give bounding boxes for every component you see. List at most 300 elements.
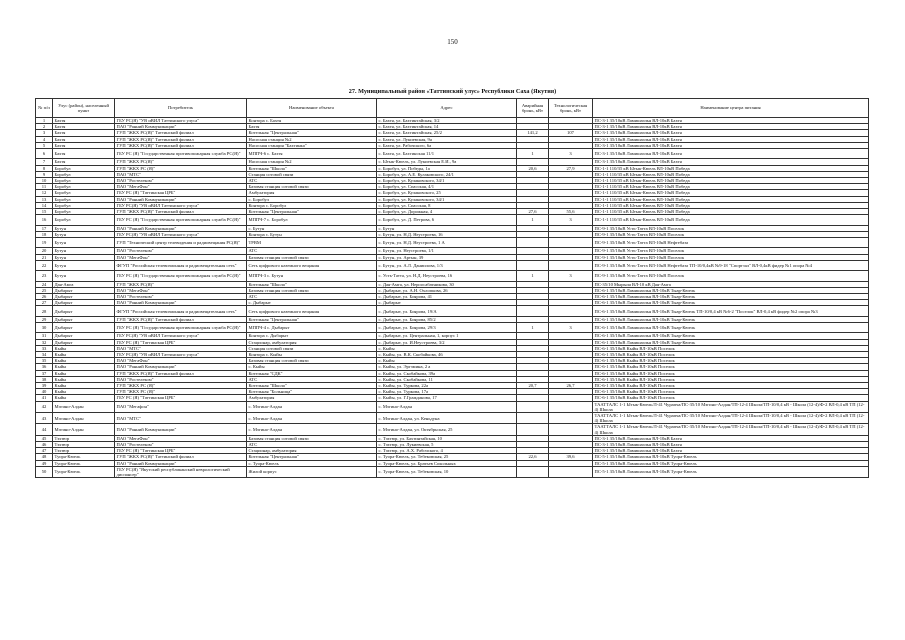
col-district-cell: Боробул xyxy=(53,178,115,184)
col-number-cell: 24 xyxy=(36,281,53,287)
col-district-cell: Кыйы xyxy=(53,395,115,401)
col-district-cell: Дыбарыт xyxy=(53,316,115,322)
col-district-cell: Кыйы xyxy=(53,352,115,358)
col-district-cell: Бутун xyxy=(53,225,115,231)
col-address-cell: с. Боробул, ул. А.Е. Кулаковского, 24/1 xyxy=(377,171,517,177)
col-number-cell: 12 xyxy=(36,190,53,196)
col-address-cell: с. Кыйы xyxy=(377,345,517,351)
col-emergency-reserve-cell xyxy=(517,413,549,424)
col-consumer-cell: ПАО "МегаФон" xyxy=(115,287,247,293)
col-district-cell: Бутун xyxy=(53,231,115,237)
col-district-cell: Дая-Амга xyxy=(53,281,115,287)
col-tech-reserve-cell: 26,7 xyxy=(549,383,593,389)
col-number-cell: 6 xyxy=(36,149,53,159)
col-object-name-cell: АТС xyxy=(247,178,377,184)
col-consumer-cell: ГУП "ЖКХ РС(Я)" Таттинский филиал xyxy=(115,454,247,460)
col-district-cell: Тэхтюр xyxy=(53,442,115,448)
col-consumer-cell: ПАО "МегаФон" xyxy=(115,358,247,364)
col-object-name-cell: Котельная "Школа" xyxy=(247,165,377,171)
col-address-cell: с. Дыбарыт, ул. Боярова, 85/2 xyxy=(377,316,517,322)
col-number-cell: 47 xyxy=(36,448,53,454)
col-object-name-cell: Котельная "Центральная" xyxy=(247,454,377,460)
col-power-center-cell: ПС-6-1 35/10кВ Ламишаэлья ВЛ-10кВ Тыар-Кюель xyxy=(593,294,869,300)
col-number-cell: 3 xyxy=(36,130,53,136)
col-power-center-cell: ПС-3-1 35/10кВ Ламишаэлья ВЛ-10кВ Бахтя xyxy=(593,435,869,441)
col-power-center-cell: ПС-9-1 35/10кВ Усть-Татта ВЛ-10кВ Поселок xyxy=(593,248,869,254)
col-number-cell: 50 xyxy=(36,466,53,477)
col-object-name-cell: с. Мэгино-Алдан xyxy=(247,413,377,424)
col-address-cell: с. Мэгино-Алдан xyxy=(377,401,517,412)
col-district-cell: Бутун xyxy=(53,254,115,260)
col-power-center-cell: ПС-5-1 35/10кВ Ламишаэлья ВЛ-10кВ Туора-Кюель xyxy=(593,466,869,477)
col-district-cell: Бахтя xyxy=(53,124,115,130)
col-consumer-cell: ПАО "Ранний Коммуникации" xyxy=(115,225,247,231)
col-district-cell: Мэгино-Алдан xyxy=(53,401,115,412)
col-address-cell: с. Дая-Амга, ул. Нероосабатникова, 30 xyxy=(377,281,517,287)
col-number-cell: 17 xyxy=(36,225,53,231)
col-power-center-cell: ПС-6-1 35/10кВ Ламишаэлья ВЛ-10кВ Тыар-Кюель xyxy=(593,287,869,293)
table-row xyxy=(36,260,869,270)
col-power-center-cell: ПС-3-1 35/10кВ Ламишаэлья ВЛ-10кВ Бахтя xyxy=(593,442,869,448)
col-power-center-cell: ПС-6-1 35/10кВ Ламишаэлья ВЛ-10кВ Тыар-Кюель xyxy=(593,323,869,333)
col-power-center-cell: ТААТТАЛС 1-1 Ытык-Кюель/Л-41 Чурапча/ПС-35/10 Мэгино-Алдан/ТП-12-4 Школа/ТП-10/0,4 кВ - Школа (12-4)/Ф-2 ВЛ-0,4 кВ ТП (12-4) Школа xyxy=(593,424,869,435)
col-number-cell: 48 xyxy=(36,454,53,460)
col-district-cell: Кыйы xyxy=(53,345,115,351)
table-row xyxy=(36,323,869,333)
col-consumer-cell: ФГУП "Российская телевизионная и радиовещательная сеть" xyxy=(115,306,247,316)
table-row xyxy=(36,424,869,435)
col-object-name-cell: Станция сотовой связи xyxy=(247,171,377,177)
table-row xyxy=(36,149,869,159)
col-power-center-cell: ПС-3-1 35/10кВ Ламишаэлья ВЛ-10кВ Бахтя xyxy=(593,118,869,124)
col-consumer-cell: ГУП "ЖКХ РС (Я)" xyxy=(115,165,247,171)
col-district-cell: Бутун xyxy=(53,260,115,270)
col-tech-reserve-cell xyxy=(549,466,593,477)
col-district-cell: Боробул xyxy=(53,190,115,196)
col-consumer-cell: ПАО "Ранний Коммуникации" xyxy=(115,300,247,306)
col-power-center-header: Наименование центра питания xyxy=(593,99,869,118)
col-emergency-reserve-cell: 1 xyxy=(517,271,549,281)
col-address-cell: с. Боробул, ул. Спасская, 4/1 xyxy=(377,184,517,190)
col-power-center-cell: ПС-6-1 35/10кВ Кыйы ВЛ-10кВ Поселок xyxy=(593,352,869,358)
col-district-cell: Боробул xyxy=(53,184,115,190)
col-tech-reserve-cell: 107 xyxy=(549,130,593,136)
col-address-cell: с. Тэхтюр, ул. Лукиевская, 5 xyxy=(377,442,517,448)
col-district-cell: Мэгино-Алдан xyxy=(53,413,115,424)
col-object-name-cell: Сеть цифрового наземного вещания xyxy=(247,306,377,316)
col-object-name-header: Наименование объекта xyxy=(247,99,377,118)
col-object-name-cell: АТС xyxy=(247,248,377,254)
col-power-center-cell: ПС-1-1 110/35 кВ Ытык-Кюель ВЛ-10кВ Победа xyxy=(593,165,869,171)
col-district-cell: Тэхтюр xyxy=(53,448,115,454)
col-power-center-cell: ПС-6-1 35/10кВ Ламишаэлья ВЛ-10кВ Тыар-Кюель ТП-10/0,4 кВ №6-2 "Поселок" ВЛ-0,4 кВ фидер №2 опора №3 xyxy=(593,306,869,316)
col-district-cell: Бутун xyxy=(53,238,115,248)
col-power-center-cell: ПС-3-1 35/10кВ Ламишаэлья ВЛ-10кВ Бахтя xyxy=(593,142,869,148)
col-district-cell: Кыйы xyxy=(53,358,115,364)
col-object-name-cell: Контора с. Бахтя xyxy=(247,118,377,124)
col-district-cell: Туора-Кюель xyxy=(53,454,115,460)
col-number-cell: 20 xyxy=(36,248,53,254)
col-district-cell: Дыбарыт xyxy=(53,323,115,333)
col-number-cell: 21 xyxy=(36,254,53,260)
col-power-center-cell: ПС-6-1 35/10кВ Кыйы ВЛ-10кВ Поселок xyxy=(593,370,869,376)
document-title: 27. Муниципальный район «Таттинский улус» Республики Саха (Якутия) xyxy=(348,88,557,95)
col-consumer-cell: ГБУ РС(Я) "УВ иВИЛ Таттинского улуса" xyxy=(115,333,247,339)
col-address-cell: с. Туора-Кюель, ул. Тебековская, 10 xyxy=(377,466,517,477)
col-power-center-cell: ПС-1-1 110/35 кВ Ытык-Кюель ВЛ-10кВ Победа xyxy=(593,190,869,196)
col-object-name-cell: АТС xyxy=(247,376,377,382)
col-power-center-cell: ПС-6-1 35/10кВ Кыйы ВЛ-10кВ Поселок xyxy=(593,364,869,370)
col-consumer-cell: ПАО "МТС" xyxy=(115,345,247,351)
col-object-name-cell: Контора с. Боробул xyxy=(247,202,377,208)
col-address-cell: с. Бутун, ул. А.Л. Даниилова, 1/3 xyxy=(377,260,517,270)
col-emergency-reserve-cell: 20,6 xyxy=(517,165,549,171)
col-tech-reserve-cell xyxy=(549,306,593,316)
col-consumer-cell: ГУП "ЖКХ РС (Я)" xyxy=(115,383,247,389)
col-consumer-cell: ГБУ РС(Я) "Якутский республиканский неврологический диспансер" xyxy=(115,466,247,477)
col-address-cell: с. Бахтя, ул. Бахтинская 11/1 xyxy=(377,149,517,159)
col-district-header: Улус (район), населенный пункт xyxy=(53,99,115,118)
col-object-name-cell: с. Кыйы xyxy=(247,364,377,370)
col-address-cell: с. Бутун, ул. Н.Д. Неустроева, 16 xyxy=(377,231,517,237)
col-power-center-cell: ПС-6-1 35/10кВ Кыйы ВЛ-10кВ Поселок xyxy=(593,376,869,382)
table-header xyxy=(36,99,869,118)
col-object-name-cell: с. Мэгино-Алдан xyxy=(247,401,377,412)
col-power-center-cell: ПС-1-1 110/35 кВ Ытык-Кюель ВЛ-10кВ Победа xyxy=(593,171,869,177)
col-consumer-header: Потребитель xyxy=(115,99,247,118)
col-consumer-cell: ГУП "ЖКХ РС(Я)" Таттинский филиал xyxy=(115,136,247,142)
col-number-cell: 29 xyxy=(36,316,53,322)
page-number: 150 xyxy=(447,38,458,46)
col-address-cell: с. Боробул, ул. Д. Петрова, 6 xyxy=(377,215,517,225)
col-object-name-cell: Котельная "Центральная" xyxy=(247,130,377,136)
col-object-name-cell: Бахтя xyxy=(247,124,377,130)
col-address-cell: с. Боробул, ул. Кулаковского, 34/1 xyxy=(377,178,517,184)
col-district-cell: Мэгино-Алдан xyxy=(53,424,115,435)
col-district-cell: Кыйы xyxy=(53,389,115,395)
col-address-cell: с. Тэхтюр, ул. А.Х. Рабочского, 4 xyxy=(377,448,517,454)
col-consumer-cell: ГБУ РС(Я) "УВ иВИЛ Таттинского улуса" xyxy=(115,118,247,124)
col-object-name-cell: Котельная "СДК" xyxy=(247,370,377,376)
col-number-cell: 7 xyxy=(36,159,53,165)
table-row xyxy=(36,215,869,225)
col-district-cell: Бахтя xyxy=(53,118,115,124)
col-consumer-cell: ПАО "Ростелеком" xyxy=(115,248,247,254)
col-power-center-cell: ПС-3-1 35/10кВ Ламишаэлья ВЛ-10кВ Бахтя xyxy=(593,159,869,165)
col-emergency-reserve-cell xyxy=(517,401,549,412)
col-district-cell: Кыйы xyxy=(53,370,115,376)
col-tech-reserve-cell: 3 xyxy=(549,271,593,281)
col-object-name-cell: Базовая станция сотовой связи xyxy=(247,254,377,260)
col-address-cell: с. Дыбарыт, ул. Боярова, 19/А xyxy=(377,306,517,316)
col-consumer-cell: ПАО "Ранний Коммуникации" xyxy=(115,460,247,466)
col-power-center-cell: ПС-9-1 35/10кВ Усть-Татта ВЛ-10кВ Нефтебаза xyxy=(593,238,869,248)
col-object-name-cell: Контора с. Бутун xyxy=(247,231,377,237)
col-district-cell: Боробул xyxy=(53,209,115,215)
col-address-cell: с. Бутун xyxy=(377,225,517,231)
col-emergency-reserve-cell xyxy=(517,466,549,477)
col-tech-reserve-header: Технологическая бронь, кВт xyxy=(549,99,593,118)
col-address-cell: с. Мэгино-Алдан, ул. Октябрьская, 25 xyxy=(377,424,517,435)
col-number-header: № п/п xyxy=(36,99,53,118)
col-power-center-cell: ТААТТАЛС 1-1 Ытык-Кюель/Л-41 Чурапча/ПС-35/10 Мэгино-Алдан/ТП-12-4 Школа/ТП-10/0,4 кВ - Школа (12-4)/Ф-2 ВЛ-0,4 кВ ТП (12-4) Школа xyxy=(593,413,869,424)
table-body xyxy=(36,118,869,478)
col-emergency-reserve-cell: 1 xyxy=(517,215,549,225)
col-emergency-reserve-cell: 22,6 xyxy=(517,454,549,460)
col-tech-reserve-cell xyxy=(549,424,593,435)
col-district-cell: Боробул xyxy=(53,202,115,208)
col-object-name-cell: ТРВМ xyxy=(247,238,377,248)
col-consumer-cell: ГБУ РС(Я) "УВ иВИЛ Таттинского улуса" xyxy=(115,231,247,237)
col-district-cell: Дыбарыт xyxy=(53,294,115,300)
col-power-center-cell: ПС-6-1 35/10кВ Кыйы ВЛ-10кВ Поселок xyxy=(593,395,869,401)
col-object-name-cell: Жилой корпус xyxy=(247,466,377,477)
col-number-cell: 28 xyxy=(36,306,53,316)
col-object-name-cell: МППЧ-4 с. Дыбарыт xyxy=(247,323,377,333)
col-consumer-cell: ГБУ РС (Я) "Таттинская ЦРБ" xyxy=(115,190,247,196)
col-emergency-reserve-cell: 1 xyxy=(517,149,549,159)
col-number-cell: 18 xyxy=(36,231,53,237)
col-address-cell: с. Кыйы, ул. Туркова, 17а xyxy=(377,389,517,395)
col-consumer-cell: ПАО "Ростелеком" xyxy=(115,376,247,382)
col-object-name-cell: Котельная "Школа" xyxy=(247,383,377,389)
col-emergency-reserve-cell: 1 xyxy=(517,323,549,333)
col-number-cell: 41 xyxy=(36,395,53,401)
col-consumer-cell: ГБУ РС(Я) "УВ иВИЛ Таттинского улуса" xyxy=(115,352,247,358)
col-number-cell: 34 xyxy=(36,352,53,358)
col-district-cell: Бахтя xyxy=(53,149,115,159)
col-consumer-cell: ГУП "ЖКХ РС(Я)" Таттинский филиал xyxy=(115,209,247,215)
col-tech-reserve-cell: 55,6 xyxy=(549,209,593,215)
col-power-center-cell: ПС-9-1 35/10кВ Усть-Татта ВЛ-10кВ Поселок xyxy=(593,254,869,260)
col-power-center-cell: ПС-3-1 35/10кВ Ламишаэлья ВЛ-10кВ Бахтя xyxy=(593,136,869,142)
col-object-name-cell: Котельная "Центральная" xyxy=(247,316,377,322)
col-tech-reserve-cell: 3 xyxy=(549,215,593,225)
col-address-cell: с. Кыйы, ул. В.К. Скобайкова, 46 xyxy=(377,352,517,358)
col-number-cell: 45 xyxy=(36,435,53,441)
col-tech-reserve-cell: 27,9 xyxy=(549,165,593,171)
col-district-cell: Боробул xyxy=(53,215,115,225)
col-object-name-cell: Сеть цифрового наземного вещания xyxy=(247,260,377,270)
col-consumer-cell: ПАО "Мегафон" xyxy=(115,401,247,412)
col-address-cell: с. Туора-Кюель, ул. Братьев Сокольных xyxy=(377,460,517,466)
col-object-name-cell: Базовая станция сотовой связи xyxy=(247,287,377,293)
col-object-name-cell: МППЧ-3 с. Бутун xyxy=(247,271,377,281)
col-number-cell: 11 xyxy=(36,184,53,190)
col-emergency-reserve-cell: 141,2 xyxy=(517,130,549,136)
table-row xyxy=(36,466,869,477)
col-consumer-cell: ПАО "МегаФон" xyxy=(115,435,247,441)
col-emergency-reserve-cell: 20,7 xyxy=(517,383,549,389)
col-emergency-reserve-cell xyxy=(517,306,549,316)
col-district-cell: Дыбарыт xyxy=(53,300,115,306)
col-consumer-cell: ГБУ РС(Я) "УВ иВИЛ Таттинского улуса" xyxy=(115,202,247,208)
col-power-center-cell: ПС-35/10 Мырыла ВЛ-10 кВ Дая-Амга xyxy=(593,281,869,287)
col-object-name-cell: Котельная "Больница" xyxy=(247,389,377,395)
col-power-center-cell: ПС-3-1 35/10кВ Ламишаэлья ВЛ-10кВ Бахтя xyxy=(593,130,869,136)
col-number-cell: 25 xyxy=(36,287,53,293)
col-object-name-cell: АТС xyxy=(247,442,377,448)
col-address-cell: с. Ытык-Кюель, ул. Лукиевская Е.И., 9а xyxy=(377,159,517,165)
col-consumer-cell: ПАО "Ранний Коммуникации" xyxy=(115,196,247,202)
col-number-cell: 10 xyxy=(36,178,53,184)
col-consumer-cell: ГУП "ЖКХ РС(Я)" xyxy=(115,159,247,165)
col-number-cell: 44 xyxy=(36,424,53,435)
col-power-center-cell: ПС-6-1 35/10кВ Ламишаэлья ВЛ-10кВ Тыар-Кюель xyxy=(593,300,869,306)
col-power-center-cell: ПС-9-1 35/10кВ Усть-Татта ВЛ-10кВ Поселок xyxy=(593,225,869,231)
col-power-center-cell: ПС-6-1 35/10кВ Кыйы ВЛ-10кВ Поселок xyxy=(593,345,869,351)
table-row xyxy=(36,238,869,248)
col-power-center-cell: ПС-6-1 35/10кВ Кыйы ВЛ-10кВ Поселок xyxy=(593,389,869,395)
col-consumer-cell: ГУП "ЖКХ РС(Я)" Таттинский филиал xyxy=(115,142,247,148)
col-number-cell: 16 xyxy=(36,215,53,225)
col-power-center-cell: ПС-1-1 110/35 кВ Ытык-Кюель ВЛ-10кВ Победа xyxy=(593,178,869,184)
col-district-cell: Бутун xyxy=(53,248,115,254)
col-number-cell: 33 xyxy=(36,345,53,351)
col-emergency-reserve-cell xyxy=(517,424,549,435)
col-number-cell: 49 xyxy=(36,460,53,466)
col-consumer-cell: ГБУ РС (Я) "Государственная противопожарная служба РС(Я)" xyxy=(115,215,247,225)
col-address-cell: с. Дыбарыт, ул. Боярова, 41 xyxy=(377,294,517,300)
col-consumer-cell: ГБУ РС (Я) "Государственная противопожарная служба РС(Я)" xyxy=(115,271,247,281)
col-district-cell: Кыйы xyxy=(53,376,115,382)
col-object-name-cell: с. Бутун xyxy=(247,225,377,231)
col-power-center-cell: ПС-6-1 35/10кВ Кыйы ВЛ-10кВ Поселок xyxy=(593,383,869,389)
col-address-header: Адрес xyxy=(377,99,517,118)
col-address-cell: с. Кыйы, ул. Г.Гражданова, 17 xyxy=(377,395,517,401)
col-address-cell: с. Тэхтюр, ул. Бахтинтайская, 10 xyxy=(377,435,517,441)
col-number-cell: 32 xyxy=(36,339,53,345)
col-object-name-cell: с. Туора-Кюель xyxy=(247,460,377,466)
col-district-cell: Кыйы xyxy=(53,364,115,370)
col-address-cell: с. Бутун, ул. Неустроева, 1/1 xyxy=(377,248,517,254)
col-number-cell: 1 xyxy=(36,118,53,124)
col-object-name-cell: Амбулатория xyxy=(247,190,377,196)
col-emergency-reserve-header: Аварийная бронь, кВт xyxy=(517,99,549,118)
col-object-name-cell: с. Мэгино-Алдан xyxy=(247,424,377,435)
col-address-cell: с. Дыбарыт, ул. И.Неустроева, 3/2 xyxy=(377,339,517,345)
col-consumer-cell: ГБУ РС (Я) "Таттинская ЦРБ" xyxy=(115,339,247,345)
col-address-cell: с. Мэгино-Алдан, ул. Кеньдуна xyxy=(377,413,517,424)
col-emergency-reserve-cell xyxy=(517,238,549,248)
col-tech-reserve-cell: 39,6 xyxy=(549,454,593,460)
col-number-cell: 39 xyxy=(36,383,53,389)
col-number-cell: 42 xyxy=(36,401,53,412)
col-object-name-cell: Насосная станция №2 xyxy=(247,159,377,165)
col-number-cell: 35 xyxy=(36,358,53,364)
col-address-cell: с. Бахтя, ул. Рабочского, 6а xyxy=(377,142,517,148)
col-emergency-reserve-cell xyxy=(517,260,549,270)
col-address-cell: с. Дыбарыт, ул. Центральная, 1, корпус 1 xyxy=(377,333,517,339)
col-object-name-cell: АТС xyxy=(247,294,377,300)
col-object-name-cell: МППЧ-6 с. Бахтя xyxy=(247,149,377,159)
col-power-center-cell: ПС-1-1 110/35 кВ Ытык-Кюель ВЛ-10кВ Победа xyxy=(593,184,869,190)
col-consumer-cell: ГБУ РС (Я) "Таттинская ЦРБ" xyxy=(115,395,247,401)
col-object-name-cell: Котельная "Школа" xyxy=(247,281,377,287)
col-district-cell: Кыйы xyxy=(53,383,115,389)
col-address-cell: с. Усть-Татта, ул. Н.Д. Неустроева, 16 xyxy=(377,271,517,281)
col-power-center-cell: ПС-1-1 110/35 кВ Ытык-Кюель ВЛ-10кВ Победа xyxy=(593,202,869,208)
col-object-name-cell: Базовая станция сотовой связи xyxy=(247,358,377,364)
table-row xyxy=(36,413,869,424)
col-power-center-cell: ПС-5-1 35/10кВ Ламишаэлья ВЛ-10кВ Туора-Кюель xyxy=(593,460,869,466)
col-district-cell: Бахтя xyxy=(53,142,115,148)
col-number-cell: 14 xyxy=(36,202,53,208)
col-number-cell: 38 xyxy=(36,376,53,382)
col-consumer-cell: ПАО "МТС" xyxy=(115,413,247,424)
col-object-name-cell: Контора с. Дыбарыт xyxy=(247,333,377,339)
col-address-cell: с. Кыйы, ул. Скобайкова, 11 xyxy=(377,376,517,382)
col-address-cell: с. Боробул, ул. Победы, 1а xyxy=(377,165,517,171)
col-emergency-reserve-cell: 27,6 xyxy=(517,209,549,215)
col-power-center-cell: ПС-9-1 35/10кВ Усть-Татта ВЛ-10кВ Нефтебаза ТП-10/0,4кВ №9-18 "Спортзал" ВЛ-0,4кВ фидер №1 опора №4 xyxy=(593,260,869,270)
col-consumer-cell: ГУП "ЖКХ РС(Я)" Таттинский филиал xyxy=(115,370,247,376)
col-power-center-cell: ПС-6-1 35/10кВ Ламишаэлья ВЛ-10кВ Тыар-Кюель xyxy=(593,316,869,322)
col-address-cell: с. Бахтя, ул. Бахтинтайская, 25/2 xyxy=(377,130,517,136)
col-consumer-cell: ГУП "ЖКХ РС (Я)" xyxy=(115,389,247,395)
col-consumer-cell: ПАО "Ранний Коммуникации" xyxy=(115,124,247,130)
col-consumer-cell: ГБУ РС (Я) "Государственная противопожарная служба РС(Я)" xyxy=(115,149,247,159)
col-consumer-cell: ФГУП "Российская телевизионная и радиовещательная сеть" xyxy=(115,260,247,270)
col-object-name-cell: с. Боробул xyxy=(247,196,377,202)
col-district-cell: Туора-Кюель xyxy=(53,460,115,466)
col-address-cell: с. Бахтя, ул. Бахтинтайская, 3/2 xyxy=(377,118,517,124)
col-tech-reserve-cell xyxy=(549,413,593,424)
col-number-cell: 27 xyxy=(36,300,53,306)
table-row xyxy=(36,401,869,412)
col-power-center-cell: ПС-9-1 35/10кВ Усть-Татта ВЛ-10кВ Поселок xyxy=(593,271,869,281)
col-address-cell: с. Боробул, ул. Дорожная, 4 xyxy=(377,209,517,215)
col-consumer-cell: ПАО "Ранний Коммуникации" xyxy=(115,364,247,370)
col-district-cell: Боробул xyxy=(53,171,115,177)
col-power-center-cell: ПС-6-1 35/10кВ Ламишаэлья ВЛ-10кВ Тыар-Кюель xyxy=(593,339,869,345)
col-address-cell: с. Бахтя, ул. Бахтинтайская, 14 xyxy=(377,124,517,130)
col-number-cell: 22 xyxy=(36,260,53,270)
col-object-name-cell: Базовая станция сотовой связи xyxy=(247,184,377,190)
col-power-center-cell: ПС-6-1 35/10кВ Кыйы ВЛ-10кВ Поселок xyxy=(593,358,869,364)
col-district-cell: Бахтя xyxy=(53,136,115,142)
col-tech-reserve-cell: 3 xyxy=(549,149,593,159)
col-tech-reserve-cell: 3 xyxy=(549,323,593,333)
col-object-name-cell: Базовая станция сотовой связи xyxy=(247,435,377,441)
col-object-name-cell: Стационар, амбулатория xyxy=(247,448,377,454)
col-consumer-cell: ГУП "Технический центр телевидения и радиовещания РС(Я)" xyxy=(115,238,247,248)
col-object-name-cell: Станция сотовой связи xyxy=(247,345,377,351)
col-number-cell: 43 xyxy=(36,413,53,424)
col-consumer-cell: ПАО "Ранний Коммуникации" xyxy=(115,424,247,435)
col-district-cell: Дыбарыт xyxy=(53,333,115,339)
col-number-cell: 31 xyxy=(36,333,53,339)
col-number-cell: 26 xyxy=(36,294,53,300)
col-address-cell: с. Кыйы, ул. Скобайкова, 39а xyxy=(377,370,517,376)
col-district-cell: Дыбарыт xyxy=(53,306,115,316)
col-number-cell: 19 xyxy=(36,238,53,248)
col-address-cell: с. Кыйы, ул. Туркова, 22а xyxy=(377,383,517,389)
col-district-cell: Бутун xyxy=(53,271,115,281)
col-address-cell: с. Боробул, ул. Кулаковского, 34/1 xyxy=(377,196,517,202)
col-address-cell: с. Боробул, ул. Спасская, 8 xyxy=(377,202,517,208)
col-number-cell: 46 xyxy=(36,442,53,448)
col-district-cell: Туора-Кюель xyxy=(53,466,115,477)
col-object-name-cell: Контора с. Кыйы xyxy=(247,352,377,358)
col-consumer-cell: ПАО "МегаФон" xyxy=(115,184,247,190)
col-consumer-cell: ПАО "Ростелеком" xyxy=(115,178,247,184)
col-tech-reserve-cell xyxy=(549,401,593,412)
col-address-cell: с. Дыбарыт, ул. Боярова, 29/3 xyxy=(377,323,517,333)
col-consumer-cell: ПАО "МТС" xyxy=(115,171,247,177)
col-district-cell: Боробул xyxy=(53,196,115,202)
col-tech-reserve-cell xyxy=(549,238,593,248)
